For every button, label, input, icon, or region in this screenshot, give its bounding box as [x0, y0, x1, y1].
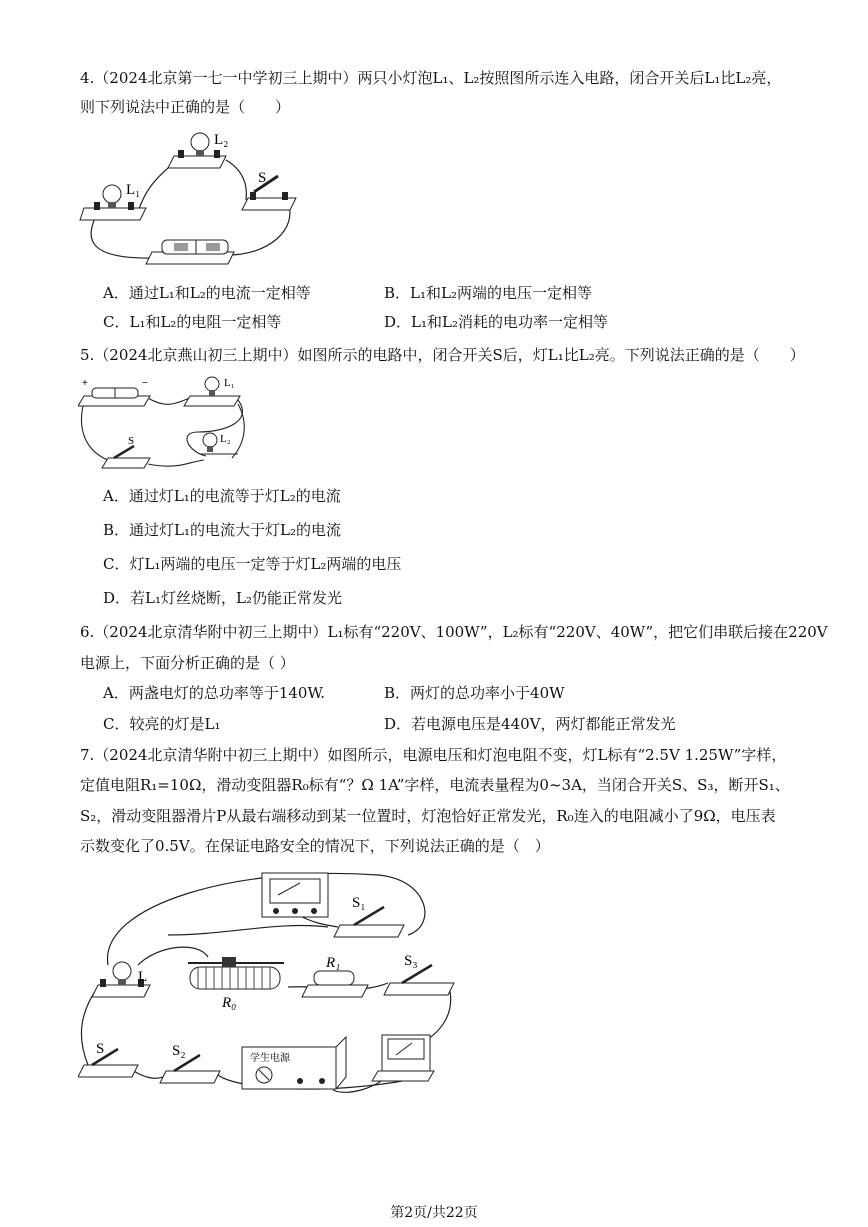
q7-label-l: L: [138, 969, 148, 985]
q7-stem-line2: 定值电阻R₁=10Ω，滑动变阻器R₀标有“？Ω 1A”字样，电流表量程为0~3A，当闭合开关S、S₃，断开S₁、: [80, 776, 790, 794]
q5-label-s: S: [128, 435, 135, 447]
q6-option-a: A．两盏电灯的总功率等于140W.: [103, 684, 326, 702]
q4-stem-line1: 4.（2024北京第一七一中学初三上期中）两只小灯泡L₁、L₂按照图所示连入电路，闭合开关后L₁比L₂亮，: [80, 69, 782, 87]
page-footer: 第2页/共22页: [390, 1205, 478, 1221]
q6-stem-line1: 6.（2024北京清华附中初三上期中）L₁标有“220V、100W”，L₂标有“220V、40W”，把它们串联后接在220V: [80, 623, 828, 641]
q5-label-minus: −: [142, 378, 148, 389]
q5-label-l1: L₁: [224, 377, 235, 389]
q7-label-s: S: [96, 1041, 105, 1057]
q7-label-s2: S₂: [172, 1043, 186, 1059]
q4-stem-line2: 则下列说法中正确的是（ ）: [80, 98, 291, 116]
q4-option-b: B．L₁和L₂两端的电压一定相等: [384, 284, 592, 302]
q7-label-r0: R₀: [222, 995, 237, 1011]
q5-option-c: C．灯L₁两端的电压一定等于灯L₂两端的电压: [103, 555, 402, 573]
q4-label-l1: L₁: [126, 182, 141, 198]
q5-label-plus: +: [82, 378, 88, 389]
q7-stem-line4: 示数变化了0.5V。在保证电路安全的情况下，下列说法正确的是（ ）: [80, 837, 550, 855]
q5-option-a: A．通过灯L₁的电流等于灯L₂的电流: [103, 487, 341, 505]
q7-label-r1: R₁: [326, 955, 341, 971]
q5-label-l2: L₂: [220, 433, 231, 445]
q7-stem-line1: 7.（2024北京清华附中初三上期中）如图所示，电源电压和灯泡电阻不变，灯L标有“2.5V 1.25W”字样，: [80, 746, 787, 764]
q7-label-s3: S₃: [404, 953, 418, 969]
q4-option-c: C．L₁和L₂的电阻一定相等: [103, 313, 282, 331]
q7-label-s1: S₁: [352, 895, 366, 911]
q4-option-d: D．L₁和L₂消耗的电功率一定相等: [384, 313, 608, 331]
q4-label-s: S: [258, 170, 267, 186]
q5-option-b: B．通过灯L₁的电流大于灯L₂的电流: [103, 521, 341, 539]
q6-stem-line2: 电源上，下面分析正确的是（ ）: [80, 654, 295, 672]
q5-option-d: D．若L₁灯丝烧断，L₂仍能正常发光: [103, 589, 342, 607]
q4-label-l2: L₂: [214, 132, 229, 148]
q7-circuit-figure: [78, 865, 458, 1100]
q4-option-a: A．通过L₁和L₂的电流一定相等: [103, 284, 311, 302]
q6-option-d: D．若电源电压是440V，两灯都能正常发光: [384, 715, 676, 733]
q4-circuit-figure: [78, 130, 308, 272]
q5-circuit-figure: [78, 372, 248, 472]
q6-option-c: C．较亮的灯是L₁: [103, 715, 221, 733]
q5-stem: 5.（2024北京燕山初三上期中）如图所示的电路中，闭合开关S后，灯L₁比L₂亮。下列说法正确的是（ ）: [80, 346, 805, 364]
q6-option-b: B．两灯的总功率小于40W: [384, 684, 565, 702]
q7-label-supply: 学生电源: [250, 1053, 290, 1064]
q7-stem-line3: S₂，滑动变阻器滑片P从最右端移动到某一位置时，灯泡恰好正常发光，R₀连入的电阻减小了9Ω，电压表: [80, 807, 776, 825]
